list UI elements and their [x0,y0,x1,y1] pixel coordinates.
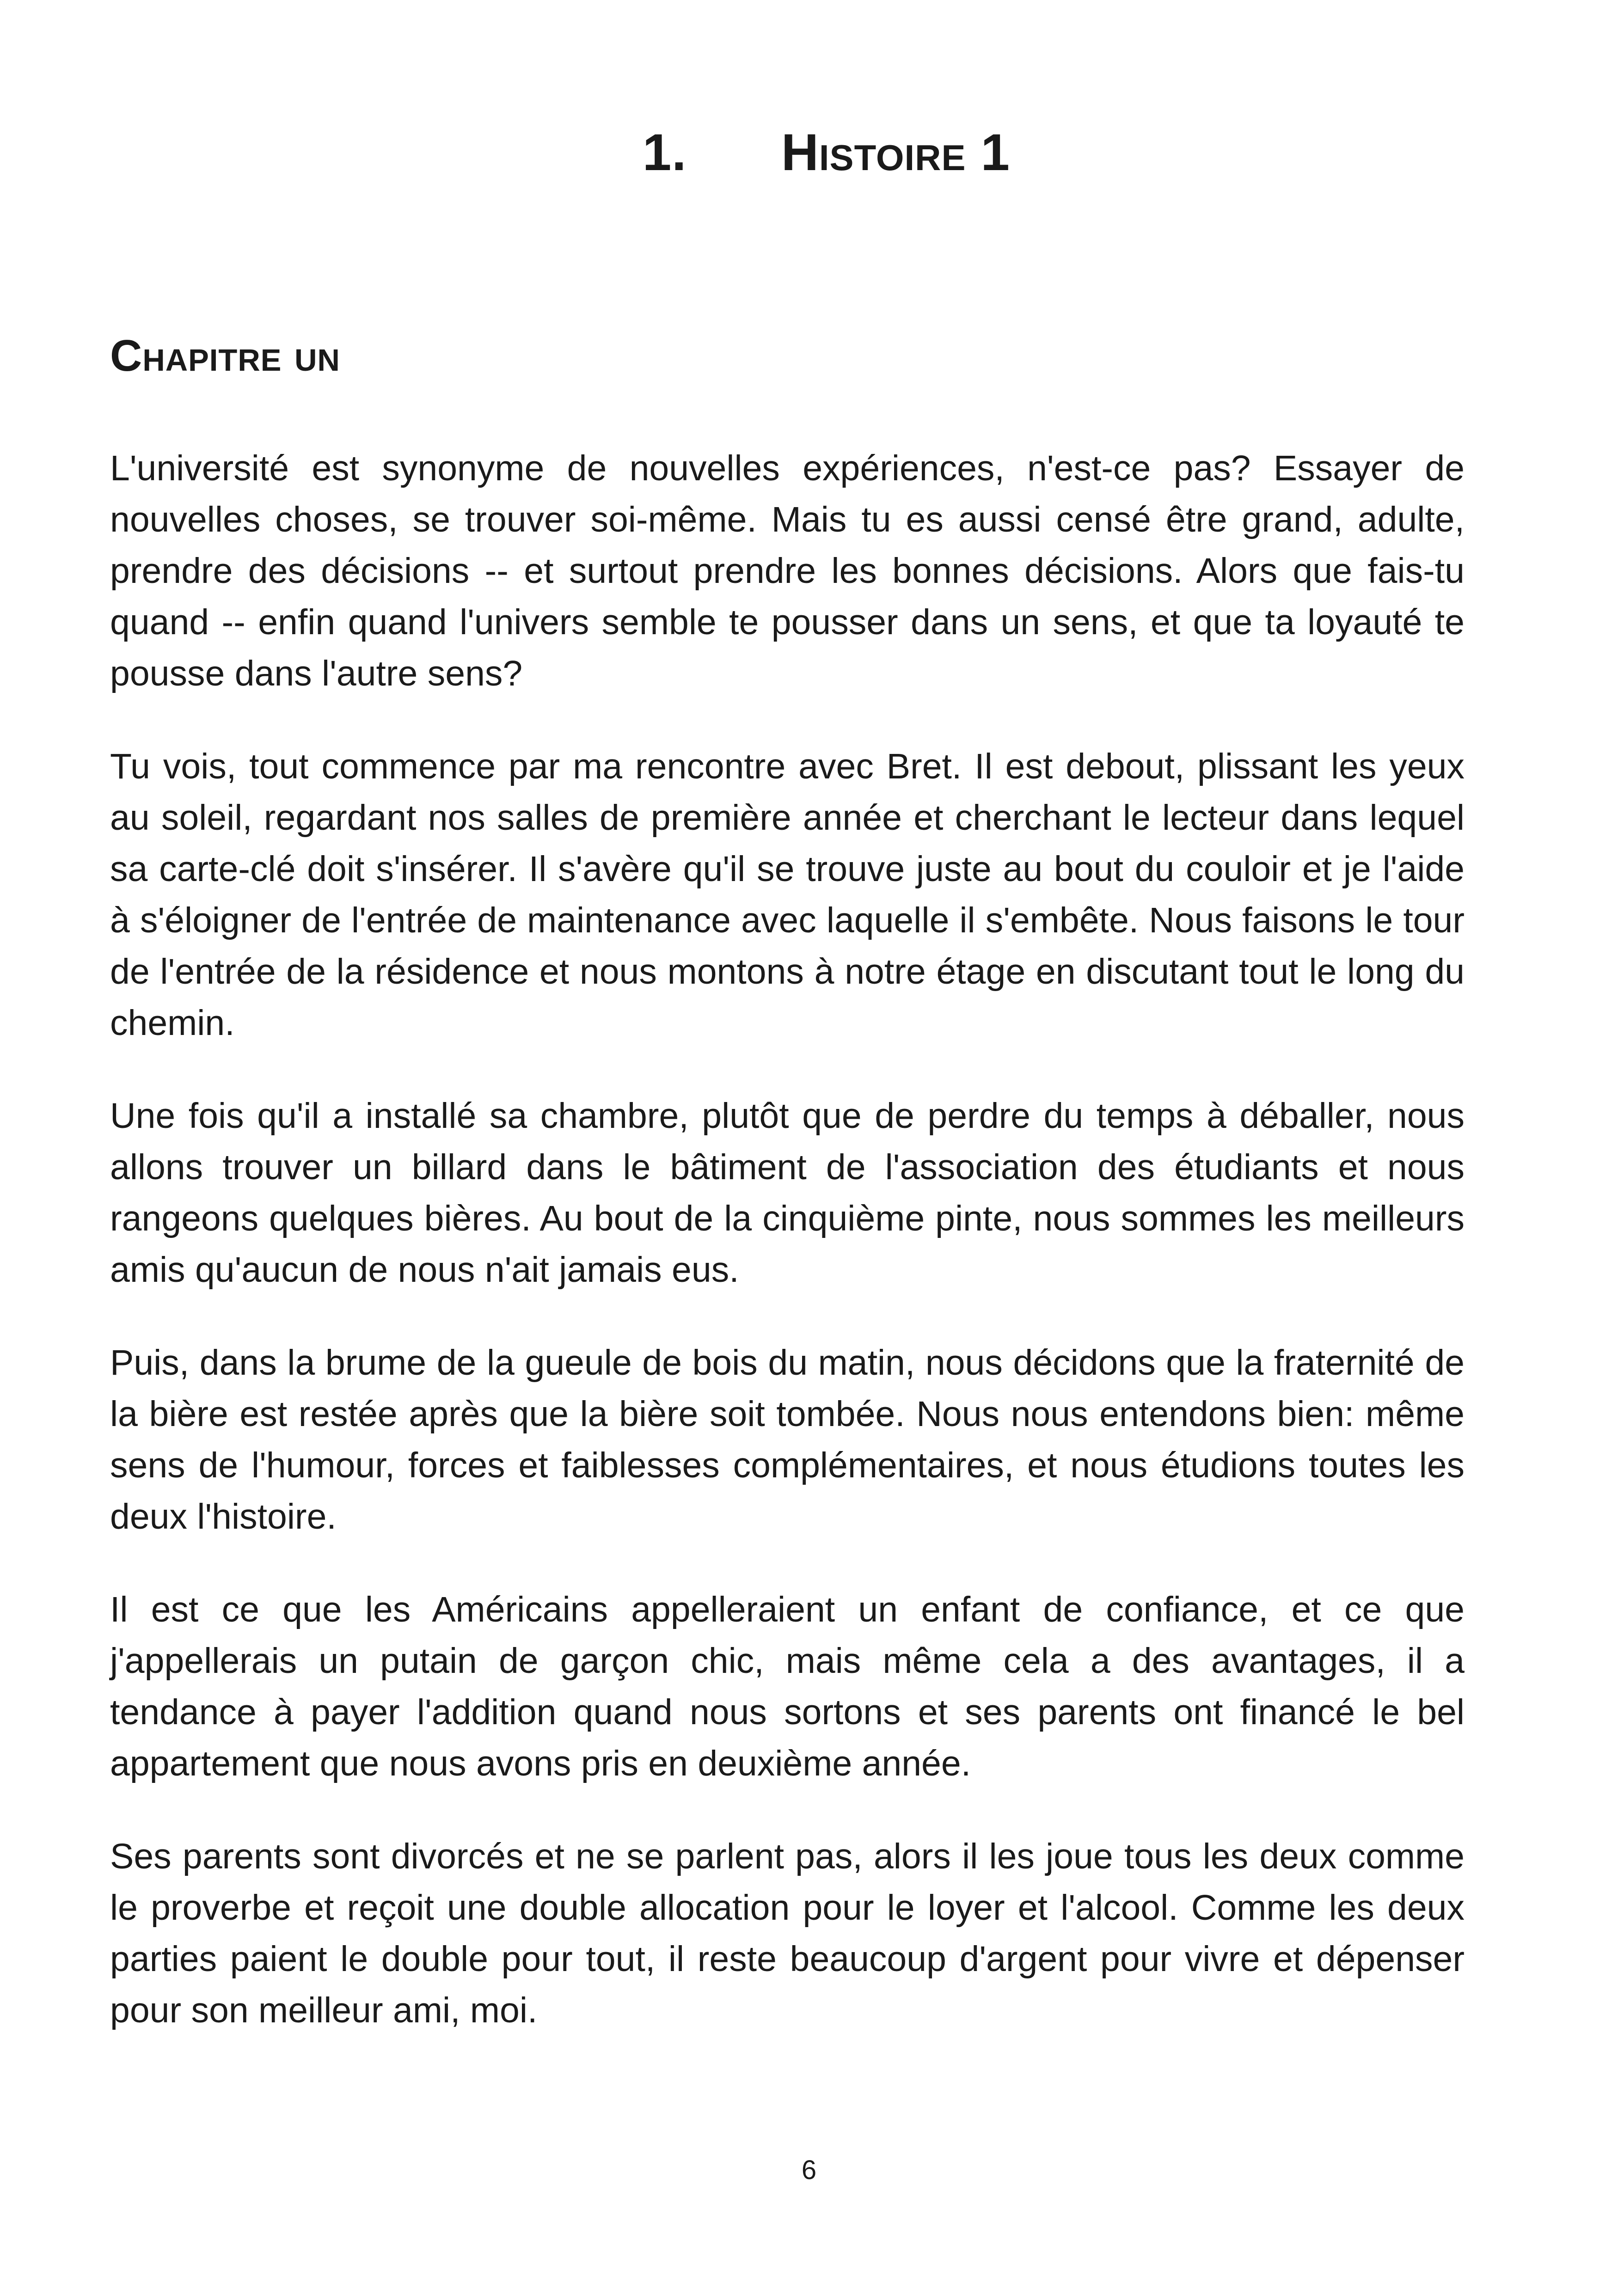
paragraph: Il est ce que les Américains appelleraient un enfant de confiance, et ce que j'appellerais un putain de garçon chic, mais même cela a des avantages, il a tendance à payer l'addition quand nous sortons et ses parents ont financé le bel appartement que nous avons pris en deuxième année. [110,1590,1465,1783]
paragraph: Une fois qu'il a installé sa chambre, plutôt que de perdre du temps à déballer, nous allons trouver un billard dans le bâtiment de l'association des étudiants et nous rangeons quelques bières. Au bout de la cinquième pinte, nous sommes les meilleurs amis qu'aucun de nous n'ait jamais eus. [110,1096,1465,1290]
part-title: Histoire 1 [781,123,1010,181]
paragraph: Ses parents sont divorcés et ne se parlent pas, alors il les joue tous les deux comme le proverbe et reçoit une double allocation pour le loyer et l'alcool. Comme les deux parties paient le double pour tout, il reste beaucoup d'argent pour vivre et dépenser pour son meilleur ami, moi. [110,1837,1465,2030]
paragraph: L'université est synonyme de nouvelles expériences, n'est-ce pas? Essayer de nouvelles choses, se trouver soi-même. Mais tu es aussi censé être grand, adulte, prendre des décisions -- et surtout prendre les bonnes décisions. Alors que fais-tu quand -- enfin quand l'univers semble te pousser dans un sens, et que ta loyauté te pousse dans l'autre sens? [110,448,1465,693]
part-number: 1. [643,123,687,181]
chapter-heading: Chapitre un [110,331,340,380]
body-text [110,443,1465,2078]
page-number: 6 [801,2155,817,2185]
part-heading [643,116,1105,190]
paragraph: Tu vois, tout commence par ma rencontre avec Bret. Il est debout, plissant les yeux au soleil, regardant nos salles de première année et cherchant le lecteur dans lequel sa carte-clé doit s'insérer. Il s'avère qu'il se trouve juste au bout du couloir et je l'aide à s'éloigner de l'entrée de maintenance avec laquelle il s'embête. Nous faisons le tour de l'entrée de la résidence et nous montons à notre étage en discutant tout le long du chemin. [110,747,1465,1043]
paragraph: Puis, dans la brume de la gueule de bois du matin, nous décidons que la fraternité de la bière est restée après que la bière soit tombée. Nous nous entendons bien: même sens de l'humour, forces et faiblesses complémentaires, et nous étudions toutes les deux l'histoire. [110,1343,1465,1537]
